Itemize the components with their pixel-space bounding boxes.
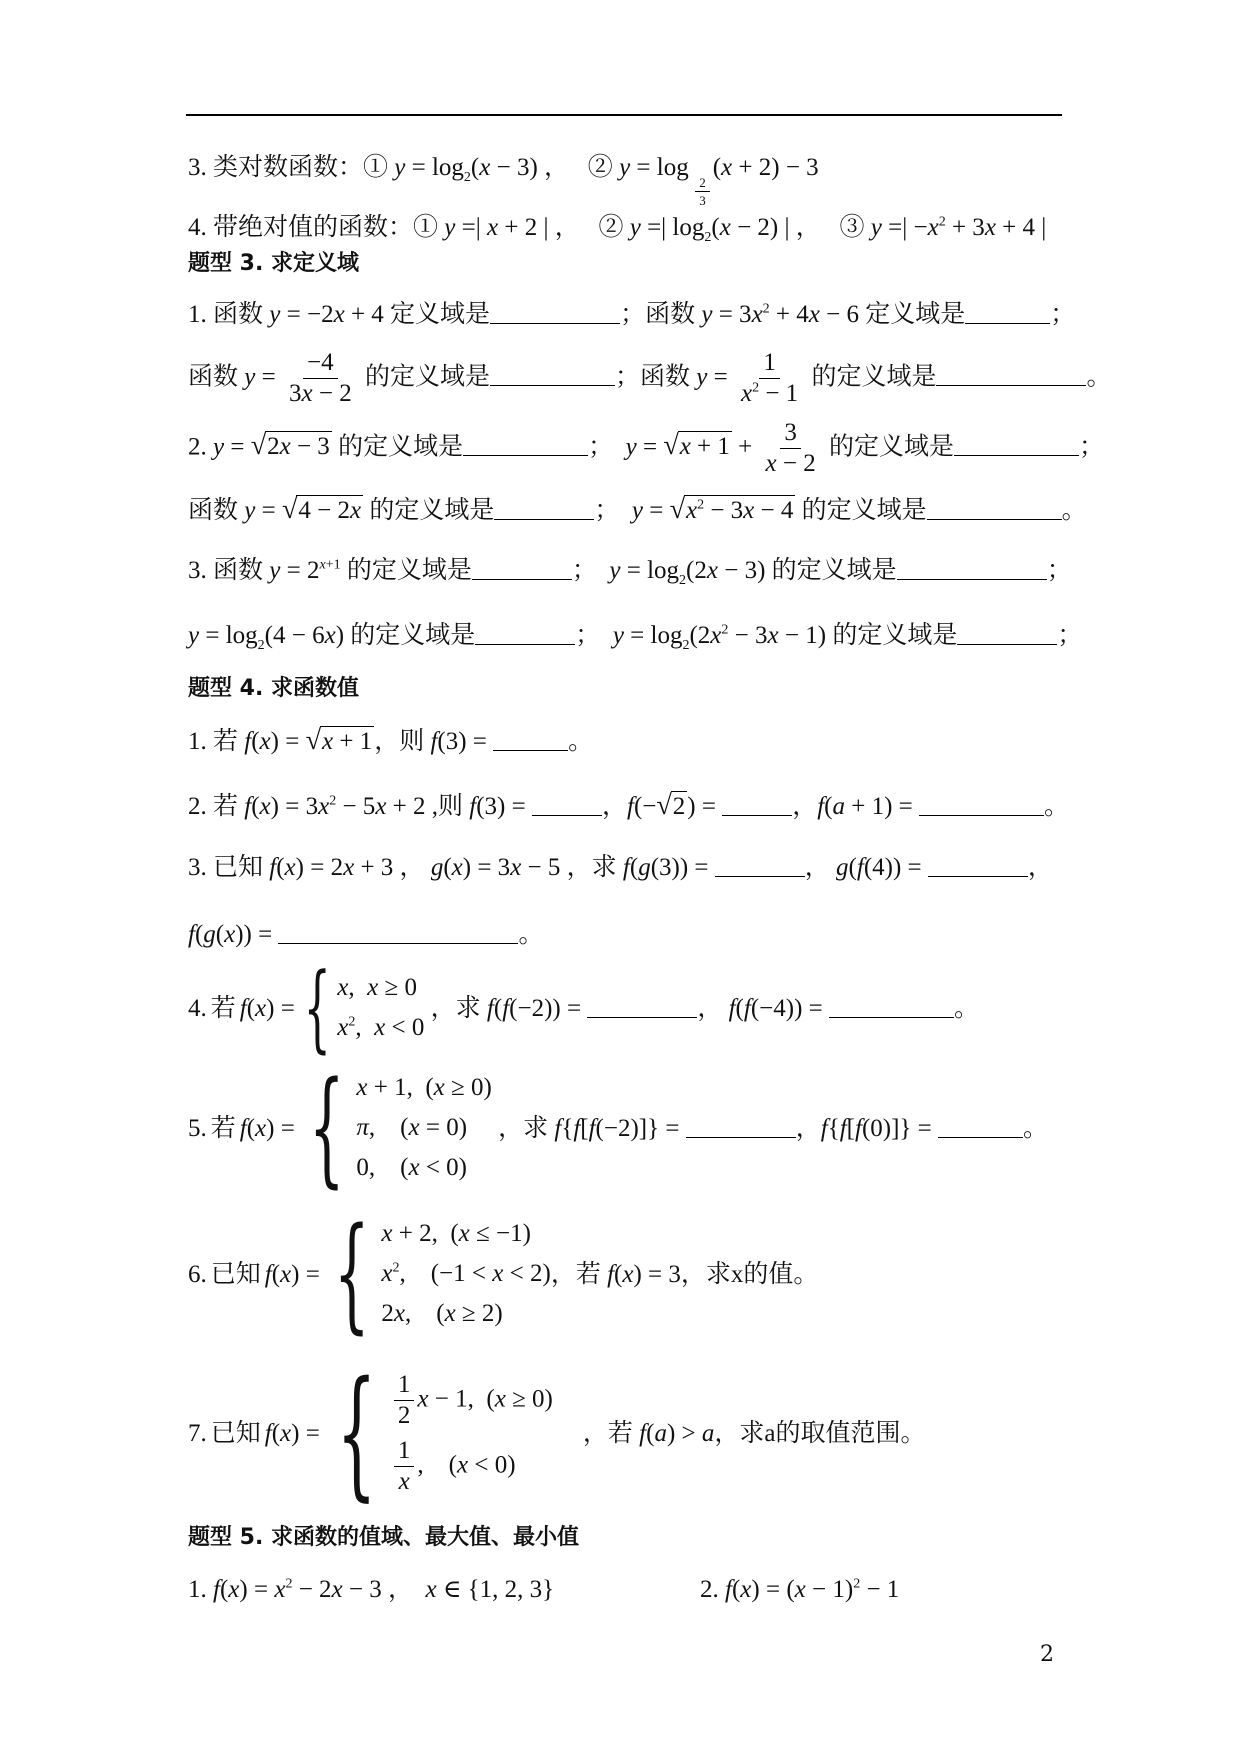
line-abs-type: 4. 带绝对值的函数：① y =| x + 2 | ， ② y =| $\log_2(x - 2)$ | ， ③ y =| $-x^2 + 3x + 4$ | bbox=[188, 214, 1047, 245]
domain-q2a: 2. y = √2x − 3 的定义域是 ； y = √x + 1 + $\frac{3}{x - 2}$ 的定义域是 ； bbox=[188, 419, 1105, 478]
value-q7: 7. 已知 f ( x ) = { $\frac{1}{2}$ x − 1, (x ≥ 0) $\frac{1}{x}$ , (x < 0) ，若 f(a) > a，求a的取值范围。 bbox=[188, 1351, 926, 1515]
domain-q1b: 函数 y = $\frac{-4}{3x - 2}$ 的定义域是 ；函数 y = $\frac{1}{x^2 - 1}$ 的定义域是 。 bbox=[188, 349, 1112, 408]
answer-blank[interactable] bbox=[475, 643, 575, 645]
answer-blank[interactable] bbox=[278, 942, 518, 944]
range-q2: 2. $f(x) = (x - 1)^2 - 1$ bbox=[700, 1576, 900, 1603]
item-4-label: 4. 带绝对值的函数：① bbox=[188, 214, 439, 241]
answer-blank[interactable] bbox=[494, 518, 594, 520]
answer-blank[interactable] bbox=[493, 749, 568, 751]
domain-q1a: 1. 函数 y = −2x + 4 定义域是 ；函数 $y = 3x^2 + 4x - 6$ 定义域是 ； bbox=[188, 301, 1076, 328]
answer-blank[interactable] bbox=[965, 322, 1050, 324]
heading-type-3: 题型 3. 求定义域 bbox=[188, 251, 359, 276]
item-4-third: ③ bbox=[839, 214, 865, 241]
value-q4: 4. 若 f ( x ) = { x, x ≥ 0 $x^2$, x < 0 ，求 f(f(−2)) = ， f(f(−4)) = 。 bbox=[188, 953, 980, 1063]
page-number: 2 bbox=[1040, 1642, 1054, 1667]
answer-blank[interactable] bbox=[897, 578, 1047, 580]
value-q6: 6. 已知 f ( x ) = { x + 2, (x ≤ −1) $x^2$, (−1 < x < 2) 2x, (x ≥ 2) ，若 f(x) = 3，求x的值。 bbox=[188, 1201, 819, 1346]
answer-blank[interactable] bbox=[927, 518, 1062, 520]
answer-blank[interactable] bbox=[954, 454, 1079, 456]
value-q3b: f(g(x)) = 。 bbox=[188, 921, 544, 948]
answer-blank[interactable] bbox=[919, 814, 1044, 816]
answer-blank[interactable] bbox=[686, 1136, 796, 1138]
answer-blank[interactable] bbox=[938, 1136, 1023, 1138]
answer-blank[interactable] bbox=[463, 454, 588, 456]
domain-q3b: $y = \log_2(4 - 6x)$ 的定义域是 ； $y = \log_2(2x^2 - 3x - 1)$ 的定义域是 ； bbox=[188, 622, 1083, 653]
value-q5: 5. 若 f ( x ) = { x + 1, (x ≥ 0) π, (x = 0) 0, (x < 0) ，求 f{f[f(−2)]} = ，f{f[f(0)]} = 。 bbox=[188, 1055, 1049, 1200]
answer-blank[interactable] bbox=[532, 814, 602, 816]
answer-blank[interactable] bbox=[722, 814, 792, 816]
answer-blank[interactable] bbox=[587, 1016, 697, 1018]
answer-blank[interactable] bbox=[490, 384, 615, 386]
domain-q2b: 函数 y = √4 − 2x 的定义域是 ； $y = √x^2 - 3x - 4$ 的定义域是 。 bbox=[188, 494, 1087, 525]
value-q3a: 3. 已知 f(x) = 2x + 3 ， g(x) = 3x − 5 ，求 f(g(3)) = ， g(f(4)) = ， bbox=[188, 854, 1053, 881]
answer-blank[interactable] bbox=[936, 384, 1086, 386]
domain-q3a: 3. 函数 $y = 2^{x+1}$ 的定义域是 ； $y = \log_2(2x - 3)$ 的定义域是 ； bbox=[188, 557, 1072, 588]
item-4-second: ② bbox=[598, 214, 624, 241]
value-q2: 2. 若 $f(x) = 3x^2 - 5x + 2$ ,则 f(3) = ，f(−√2) = ，f(a + 1) = 。 bbox=[188, 790, 1070, 821]
range-q1: 1. $f(x) = x^2 - 2x - 3$ ， x ∈ {1, 2, 3} bbox=[188, 1576, 555, 1603]
item-3-second: ② bbox=[587, 154, 613, 181]
answer-blank[interactable] bbox=[715, 875, 805, 877]
answer-blank[interactable] bbox=[928, 875, 1028, 877]
heading-type-4: 题型 4. 求函数值 bbox=[188, 676, 359, 701]
answer-blank[interactable] bbox=[957, 643, 1057, 645]
item-3-label: 3. 类对数函数：① bbox=[188, 154, 389, 181]
answer-blank[interactable] bbox=[472, 578, 572, 580]
line-log-type: 3. 类对数函数：① $y = \log_2(x - 3)$ ， ② y = log $_{\frac{2}{3}}$ (x + 2) − 3 bbox=[188, 154, 819, 209]
header-rule bbox=[186, 114, 1062, 116]
value-q1: 1. 若 f(x) = √x + 1，则 f(3) = 。 bbox=[188, 725, 594, 756]
answer-blank[interactable] bbox=[829, 1016, 954, 1018]
heading-type-5: 题型 5. 求函数的值域、最大值、最小值 bbox=[188, 1525, 579, 1550]
answer-blank[interactable] bbox=[490, 322, 620, 324]
